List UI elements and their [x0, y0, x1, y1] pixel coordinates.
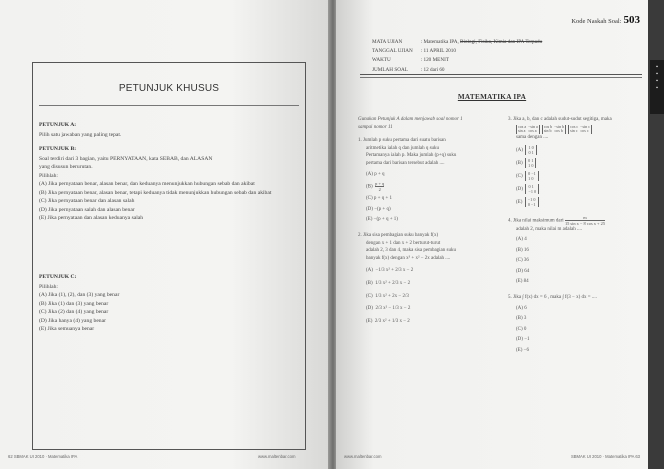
answer-option[interactable]	[358, 305, 498, 313]
section-heading: PETUNJUK A:	[39, 122, 77, 128]
section-text: Pilihlah:	[39, 172, 58, 179]
answer-matrix	[525, 145, 536, 155]
answer-option[interactable]: (D) −(p + q)	[366, 206, 391, 212]
answer-option[interactable]: (A) p + q	[366, 171, 385, 177]
answer-option[interactable]: (D) −1	[516, 337, 530, 343]
questions-column-right	[508, 116, 644, 355]
code-number: 503	[623, 14, 640, 26]
meta-row	[372, 39, 548, 46]
question-line: Jika a, b, dan c adalah sudut-sudut segitiga, maka	[513, 117, 612, 122]
question-number: 5.	[508, 295, 512, 301]
matrix-row: 0 1	[528, 157, 534, 163]
answer-option[interactable]: (A) 6	[516, 305, 527, 311]
answer-option[interactable]: (E) 84	[516, 279, 529, 285]
matrix-row: 0 −1	[528, 170, 536, 176]
option-letter: (D)	[366, 306, 373, 312]
matrix-product	[508, 125, 644, 134]
option-item: (D) Jika hanya (4) yang benar	[39, 317, 106, 324]
option-item: (B) Jika pernyataan benar, alasan benar, tetapi keduanya tidak menunjukkan hubungan sebab dan akibat	[39, 189, 272, 196]
meta-value-text: : Matematika IPA,	[420, 39, 461, 45]
exam-code	[571, 14, 640, 26]
answer-matrix	[525, 158, 536, 168]
question-line: Jika ∫ f(x) dx = 6 , maka ∫ f(3 − x) dx = ....	[513, 295, 597, 301]
matrix-row: −1 0	[527, 196, 536, 202]
section-text: Pilihlah:	[39, 283, 58, 290]
meta-label: TANGGAL UJIAN	[372, 48, 413, 55]
section-text: Pilih satu jawaban yang paling tepat.	[39, 131, 122, 138]
answer-option[interactable]: (B) 16	[516, 247, 529, 253]
matrix: cos b −sin b sin b cos b	[543, 123, 565, 134]
code-label: Kode Naskah Soal:	[571, 18, 622, 25]
answer-option[interactable]	[508, 145, 644, 155]
question-text	[508, 294, 644, 302]
option-letter: (C)	[516, 173, 523, 179]
option-expression: 1/3 x² + 2x − 2/3	[375, 293, 409, 299]
option-letter: (C)	[366, 293, 373, 299]
question-text	[508, 215, 644, 226]
question-line: sama dengan ....	[516, 134, 549, 140]
question-line: adalah 2, maka nilai m adalah ....	[516, 226, 582, 232]
answer-option[interactable]: (E) −6	[516, 348, 529, 354]
fraction-denominator: 15 sin x − 8 cos x + 25	[564, 220, 606, 226]
option-letter: (A)	[516, 147, 523, 153]
matrix: cos c −sin c sin c cos c	[570, 123, 590, 134]
questions-column-left	[358, 116, 498, 325]
matrix: cos a −sin a sin a cos a	[518, 123, 538, 134]
question-line: banyak f(x) dengan x³ + x² − 2x adalah ....	[366, 255, 451, 261]
divider	[360, 77, 642, 78]
question-line: aritmetika ialah q dan jumlah q suku	[366, 145, 440, 151]
answer-option[interactable]	[508, 171, 644, 181]
option-expression: 1/3 x² + 2/3 x − 2	[375, 280, 411, 286]
question-number: 2.	[358, 232, 362, 238]
section-text: Soal terdiri dari 3 bagian, yaitu PERNYATAAN, kata SEBAB, dan ALASAN	[39, 155, 213, 162]
matrix-row: 0 1	[528, 149, 534, 155]
answer-option[interactable]: (C) 36	[516, 258, 529, 264]
exam-meta	[370, 37, 550, 76]
question-line: pertama dari barisan tersebut adalah ....	[366, 160, 445, 166]
answer-option[interactable]	[358, 318, 498, 326]
question-4	[508, 215, 644, 287]
option-item: (E) Jika semuanya benar	[39, 326, 95, 332]
option-item: (C) Jika (2) dan (4) yang benar	[39, 309, 109, 315]
option-letter: (E)	[516, 199, 523, 205]
instruction-line: Gunakan Petunjuk A dalam menjawab soal nomor 1	[358, 117, 463, 122]
option-letter: (E)	[366, 318, 373, 324]
option-item: (E) Jika pernyataan dan alasan keduanya salah	[39, 215, 144, 221]
option-item: (B) Jika (1) dan (3) yang benar	[39, 300, 109, 307]
option-expression: 2/3 x² + 1/3 x − 2	[374, 318, 410, 324]
fraction-numerator: m	[565, 215, 605, 221]
answer-matrix	[525, 171, 539, 181]
question-number: 1.	[358, 138, 362, 144]
question-number: 3.	[508, 117, 512, 122]
meta-label: JUMLAH SOAL	[372, 66, 408, 73]
answer-option[interactable]	[508, 184, 644, 194]
option-letter: (B)	[516, 160, 523, 166]
option-item: (A) Jika (1), (2), dan (3) yang benar	[39, 292, 120, 298]
box-title: PETUNJUK KHUSUS	[118, 83, 220, 94]
answer-option[interactable]	[358, 267, 498, 275]
section-heading: PETUNJUK B:	[39, 146, 77, 152]
answer-option[interactable]: (D) 64	[516, 268, 530, 274]
answer-option[interactable]: (B) 3	[516, 316, 527, 322]
answer-option[interactable]	[358, 280, 498, 288]
matrix-row: 1 0	[528, 144, 534, 150]
question-line: Jika sisa pembagian suku banyak f(x)	[363, 232, 439, 238]
question-3	[508, 116, 644, 207]
answer-option[interactable]	[358, 181, 498, 192]
answer-option[interactable]	[358, 293, 498, 301]
meta-struck-text: Biologi, Fisika, Kimia dan IPA Terpadu	[460, 39, 543, 45]
question-2	[358, 232, 498, 325]
meta-value: : 11 APRIL 2010	[420, 48, 456, 55]
matrix-row: 0 1	[528, 183, 534, 189]
meta-label: MATA UJIAN	[372, 39, 403, 45]
meta-value: : 12 dari 60	[420, 66, 445, 73]
option-letter: (B)	[366, 184, 373, 190]
option-expression: −1/3 x² + 2/3 x − 2	[375, 268, 414, 274]
answer-option[interactable]: (C) 0	[516, 326, 527, 332]
option-letter: (D)	[516, 186, 523, 192]
meta-row	[372, 48, 548, 55]
question-1	[358, 137, 498, 224]
question-5	[508, 294, 644, 355]
answer-matrix	[525, 197, 539, 207]
petunjuk-a	[39, 121, 301, 139]
matrix-row: 1 0	[528, 162, 534, 168]
petunjuk-c	[39, 273, 301, 334]
meta-row	[372, 67, 548, 74]
left-page	[0, 0, 330, 469]
answer-option[interactable]: (C) p + q + 1	[366, 196, 393, 202]
answer-option[interactable]: (A) 4	[516, 237, 527, 243]
option-item: (D) Jika pernyataan salah dan alasan benar	[39, 206, 135, 213]
option-expression: 2/3 x² − 1/3 x − 2	[375, 306, 411, 312]
section-text: yang disusun berurutan.	[39, 164, 93, 170]
answer-option[interactable]: (E) −(p + q + 1)	[366, 217, 398, 223]
option-letter: (A)	[366, 268, 373, 274]
instructions-box	[32, 62, 306, 450]
question-line: Jika nilai maksimum dari	[513, 218, 564, 224]
tab-marker: ▪ ▪ ▪ ▪	[650, 60, 664, 114]
meta-value	[421, 39, 549, 46]
meta-row	[372, 57, 548, 64]
answer-option[interactable]	[508, 158, 644, 168]
section-heading: PETUNJUK C:	[39, 274, 77, 280]
fraction-denominator: 2	[378, 187, 381, 193]
page-footer-url: www.maltenbar.com	[344, 454, 382, 459]
section-edge-tab	[648, 0, 664, 469]
question-line: Jumlah p suku pertama dari suatu barisan	[363, 138, 446, 144]
subject-title: MATEMATIKA IPA	[457, 93, 527, 101]
divider	[39, 105, 299, 106]
question-text	[358, 137, 498, 145]
question-line: dengan x + 1 dan x + 2 berturut-turut	[366, 240, 441, 246]
matrix-row: −1 0	[528, 188, 537, 194]
matrix-row: 0 −1	[527, 201, 536, 207]
fraction	[565, 215, 605, 226]
petunjuk-b	[39, 145, 301, 223]
instruction-line: sampai nomor 11	[358, 124, 393, 130]
question-text	[358, 232, 498, 240]
option-item: (C) Jika pernyataan benar dan alasan salah	[39, 198, 135, 204]
option-letter: (B)	[366, 280, 373, 286]
answer-option[interactable]	[508, 197, 644, 207]
page-footer-right: SBMAK UI 2010 · Matematika IPA 63	[570, 454, 640, 459]
right-page	[336, 0, 648, 469]
question-number: 4.	[508, 218, 512, 224]
question-text	[508, 116, 644, 124]
meta-value: : 120 MENIT	[420, 57, 449, 64]
question-line: adalah 2, 3 dan 4, maka sisa pembagian suku	[366, 248, 456, 254]
question-line: Pertamanya ialah p. Maka jumlah (p+q) suku	[366, 153, 457, 159]
fraction-numerator: p + q	[375, 181, 385, 187]
page-footer-left: 62 SBMAK UI 2010 · Matematika IPA	[8, 454, 78, 459]
page-footer-url: www.maltenbar.com	[258, 454, 296, 459]
option-item: (A) Jika pernyataan benar, alasan benar, dan keduanya menunjukkan hubungan sebab dan akibat	[39, 181, 255, 187]
answer-matrix	[525, 184, 539, 194]
matrix-row: 1 0	[528, 175, 534, 181]
divider	[360, 74, 642, 75]
fraction	[375, 181, 384, 192]
meta-label: WAKTU	[372, 57, 391, 64]
